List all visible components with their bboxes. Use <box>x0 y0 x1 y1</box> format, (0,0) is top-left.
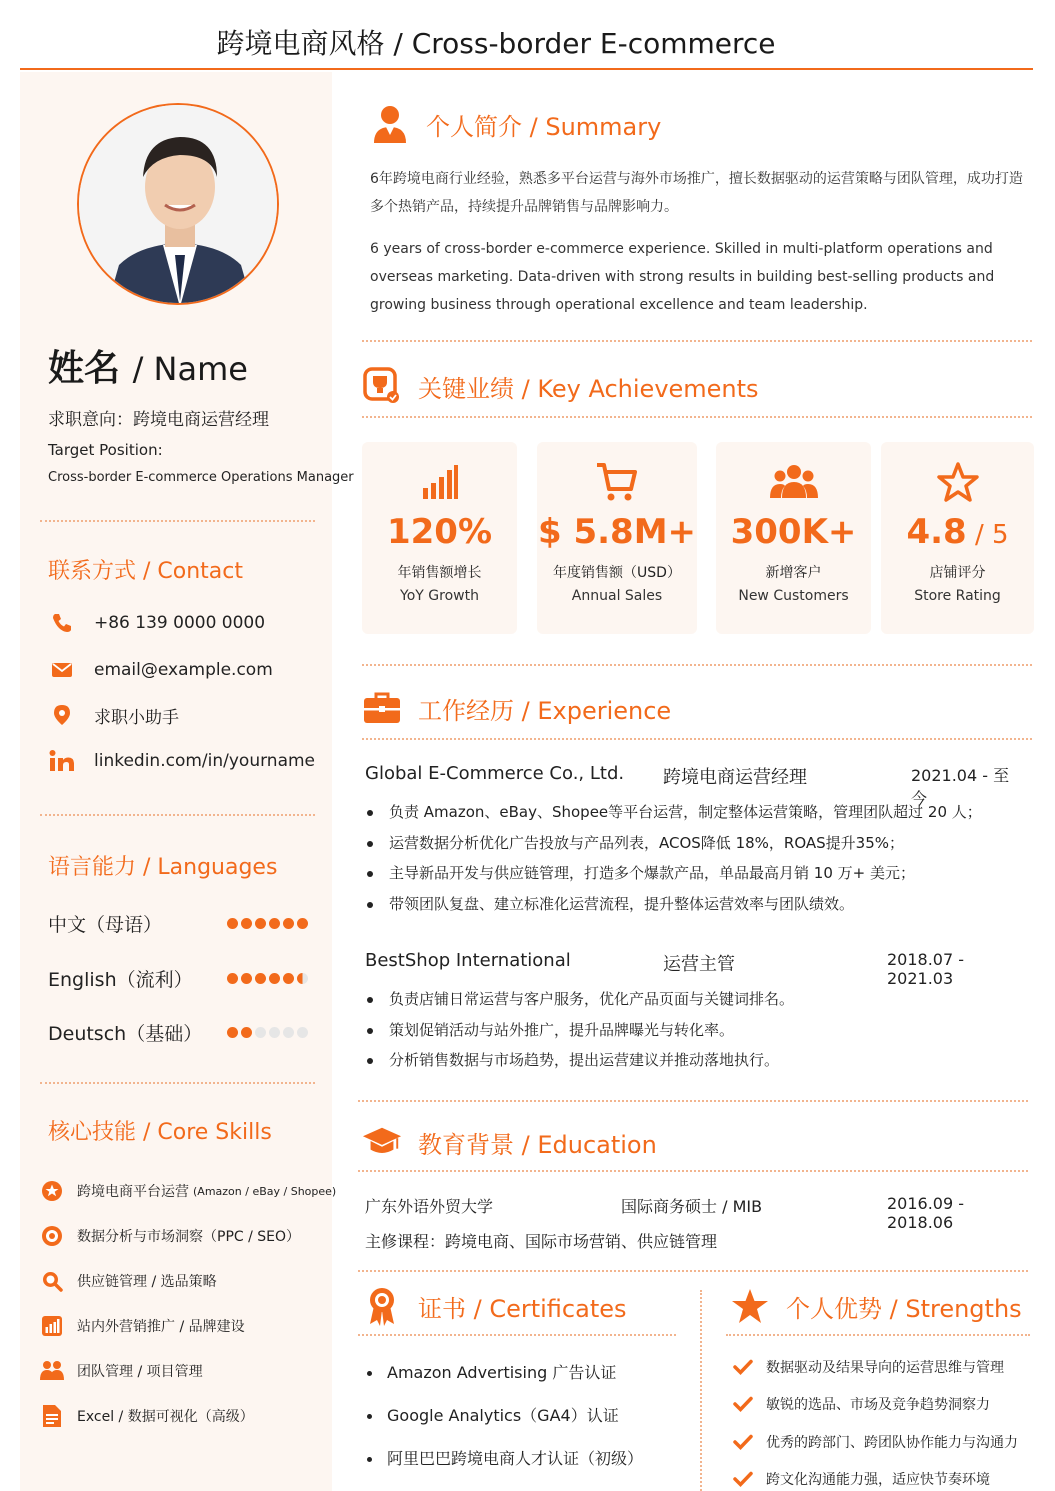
job-bullets <box>365 984 1030 1076</box>
email-icon <box>48 656 76 684</box>
job-bullet: 主导新品开发与供应链管理，打造多个爆款产品，单品最高月销 10 万+ 美元； <box>365 858 1030 889</box>
target-icon <box>40 1224 64 1248</box>
section-divider <box>358 1270 1028 1272</box>
education-degree: 国际商务硕士 / MIB <box>621 1197 763 1216</box>
person-icon <box>370 104 410 144</box>
sidebar-divider <box>40 1082 315 1084</box>
section-divider <box>358 1334 676 1336</box>
linkedin-icon <box>48 747 76 775</box>
contact-email-text: email@example.com <box>94 660 273 680</box>
job-bullets <box>365 797 1030 919</box>
document-icon <box>40 1404 64 1428</box>
language-level <box>227 973 308 984</box>
achievement-label-cn: 年度销售额（USD） <box>553 565 681 581</box>
education-heading-text: 教育背景 / Education <box>418 1130 657 1159</box>
education-school: 广东外语外贸大学 <box>365 1197 494 1216</box>
check-icon <box>733 1434 755 1450</box>
target-position-label: Target Position: <box>48 441 163 459</box>
job-period: 2021.04 - 至今 <box>911 766 1010 808</box>
award-ribbon-icon <box>362 1286 402 1326</box>
achievement-card <box>881 442 1034 634</box>
job-header <box>365 763 1025 808</box>
sidebar-divider <box>40 814 315 816</box>
strength-item: 跨文化沟通能力强，适应快节奏环境 <box>733 1461 1018 1491</box>
job-bullet: 策划促销活动与站外推广，提升品牌曝光与转化率。 <box>365 1015 1030 1046</box>
skill-item <box>40 1178 336 1204</box>
experience-heading-text: 工作经历 / Experience <box>418 696 672 725</box>
target-position-en: Cross-border E-commerce Operations Manager <box>48 470 354 485</box>
achievements-heading <box>362 366 759 406</box>
education-heading <box>362 1122 657 1162</box>
contact-email <box>48 655 273 685</box>
section-divider <box>358 1100 1028 1102</box>
language-row <box>48 963 308 993</box>
skill-item <box>40 1313 245 1339</box>
achievement-label-cn: 新增客户 <box>765 565 822 581</box>
skills-heading: 核心技能 / Core Skills <box>48 1120 272 1145</box>
skill-item <box>40 1358 203 1384</box>
certificates-heading-text: 证书 / Certificates <box>418 1294 627 1323</box>
achievement-value: 4.8 / 5 <box>906 512 1009 552</box>
skill-text: 数据分析与市场洞察（PPC / SEO） <box>77 1229 301 1245</box>
phone-icon <box>48 609 76 637</box>
summary-heading <box>370 104 661 144</box>
contact-location-text: 求职小助手 <box>94 707 179 728</box>
education-courses: 主修课程：跨境电商、国际市场营销、供应链管理 <box>365 1232 718 1251</box>
achievement-value: $ 5.8M+ <box>537 512 697 552</box>
cart-icon <box>537 460 697 504</box>
contact-linkedin <box>48 746 315 776</box>
strength-item: 敏锐的选品、市场及竞争趋势洞察力 <box>733 1386 1018 1424</box>
skill-text: 供应链管理 / 选品策略 <box>77 1274 217 1290</box>
growth-bars-icon <box>362 460 517 504</box>
check-icon <box>733 1396 755 1412</box>
graduation-cap-icon <box>362 1122 402 1162</box>
briefcase-icon <box>362 688 402 728</box>
job-company: BestShop International <box>365 950 571 971</box>
team-icon <box>40 1359 64 1383</box>
experience-heading <box>362 688 671 728</box>
certificates-list <box>365 1363 643 1491</box>
section-divider <box>362 664 1032 666</box>
job-bullet: 带领团队复盘、建立标准化运营流程，提升整体运营效率与团队绩效。 <box>365 889 1030 920</box>
target-position-cn: 求职意向：跨境电商运营经理 <box>48 410 269 430</box>
language-name: English（流利） <box>48 968 193 991</box>
name-cn: 姓名 <box>48 348 121 389</box>
job-company: Global E-Commerce Co., Ltd. <box>365 763 625 784</box>
language-level <box>227 1027 308 1038</box>
skill-text: 站内外营销推广 / 品牌建设 <box>77 1319 245 1335</box>
language-level <box>227 918 308 929</box>
strength-item: 数据驱动及结果导向的运营思维与管理 <box>733 1348 1018 1386</box>
contact-heading: 联系方式 / Contact <box>48 559 243 584</box>
badge-star-icon <box>40 1179 64 1203</box>
skill-text: 团队管理 / 项目管理 <box>77 1364 203 1380</box>
candidate-name <box>48 340 248 391</box>
achievement-card <box>362 442 517 634</box>
skill-item <box>40 1403 254 1429</box>
certificate-item: 阿里巴巴跨境电商人才认证（初级） <box>365 1449 643 1491</box>
skill-text: Excel / 数据可视化（高级） <box>77 1409 254 1425</box>
certificate-item: Amazon Advertising 广告认证 <box>365 1363 643 1406</box>
job-bullet: 负责 Amazon、eBay、Shopee等平台运营，制定整体运营策略，管理团队超过 20 人； <box>365 797 1030 828</box>
sidebar-divider <box>40 520 315 522</box>
magnifier-icon <box>40 1269 64 1293</box>
contact-location <box>48 700 179 730</box>
page-title: 跨境电商风格 / Cross-border E-commerce <box>216 27 776 60</box>
title-divider <box>20 68 1033 70</box>
achievement-card <box>716 442 871 634</box>
contact-phone-text: +86 139 0000 0000 <box>94 613 266 633</box>
summary-heading-text: 个人简介 / Summary <box>426 112 662 141</box>
job-bullet: 运营数据分析优化广告投放与产品列表，ACOS降低 18%，ROAS提升35%； <box>365 828 1030 859</box>
achievement-label-cn: 年销售额增长 <box>397 565 482 581</box>
section-divider <box>362 416 1032 418</box>
job-role: 运营主管 <box>663 954 735 975</box>
skill-text: 跨境电商平台运营 <box>77 1184 189 1200</box>
skill-item <box>40 1223 300 1249</box>
section-divider <box>362 340 1032 342</box>
skill-note: (Amazon / eBay / Shopee) <box>193 1184 337 1198</box>
certificate-item: Google Analytics（GA4）认证 <box>365 1406 643 1449</box>
bar-chart-icon <box>40 1314 64 1338</box>
language-name: Deutsch（基础） <box>48 1022 203 1045</box>
achievement-label-cn: 店铺评分 <box>929 565 986 581</box>
summary-en: 6 years of cross-border e-commerce experience. Skilled in multi-platform operations and overseas marketing. Data-driven with strong results in building best-selling products and growing business through operational excellence and team leadership. <box>370 241 995 313</box>
profile-photo <box>77 103 279 305</box>
group-icon <box>716 460 871 504</box>
section-divider <box>358 1170 1028 1172</box>
achievement-card <box>537 442 697 634</box>
language-row <box>48 908 308 938</box>
education-period: 2016.09 - 2018.06 <box>887 1194 965 1232</box>
achievement-label-en: YoY Growth <box>400 588 479 604</box>
education-row <box>365 1194 1025 1232</box>
location-pin-icon <box>48 701 76 729</box>
star-icon <box>730 1286 770 1326</box>
achievement-label-en: Annual Sales <box>571 588 663 604</box>
strength-item: 优秀的跨部门、跨团队协作能力与沟通力 <box>733 1423 1018 1461</box>
check-icon <box>733 1359 755 1375</box>
certificates-heading <box>362 1286 627 1326</box>
contact-phone <box>48 608 265 638</box>
job-bullet: 分析销售数据与市场趋势，提出运营建议并推动落地执行。 <box>365 1045 1030 1076</box>
strengths-heading-text: 个人优势 / Strengths <box>786 1294 1022 1323</box>
languages-heading: 语言能力 / Languages <box>48 855 278 880</box>
job-role: 跨境电商运营经理 <box>663 767 807 788</box>
trophy-badge-icon <box>362 366 402 406</box>
name-en: / Name <box>132 350 248 388</box>
achievement-label-en: New Customers <box>738 588 849 604</box>
language-row <box>48 1017 308 1047</box>
strengths-heading <box>730 1286 1022 1326</box>
job-bullet: 负责店铺日常运营与客户服务，优化产品页面与关键词排名。 <box>365 984 1030 1015</box>
column-divider <box>700 1290 702 1491</box>
strengths-list <box>733 1348 1018 1491</box>
achievement-label-en: Store Rating <box>914 588 1001 604</box>
star-outline-icon <box>881 460 1034 504</box>
job-header <box>365 950 1025 988</box>
job-period: 2018.07 - 2021.03 <box>887 950 965 988</box>
summary-cn: 6年跨境电商行业经验，熟悉多平台运营与海外市场推广，擅长数据驱动的运营策略与团队管理，成功打造多个热销产品，持续提升品牌销售与品牌影响力。 <box>370 171 1023 215</box>
section-divider <box>362 738 1032 740</box>
section-divider <box>726 1334 1030 1336</box>
contact-linkedin-text: linkedin.com/in/yourname <box>94 751 316 771</box>
language-name: 中文（母语） <box>48 913 163 936</box>
check-icon <box>733 1471 755 1487</box>
achievement-value: 120% <box>386 512 493 552</box>
achievement-value: 300K+ <box>730 512 857 552</box>
achievements-heading-text: 关键业绩 / Key Achievements <box>418 374 759 403</box>
skill-item <box>40 1268 217 1294</box>
